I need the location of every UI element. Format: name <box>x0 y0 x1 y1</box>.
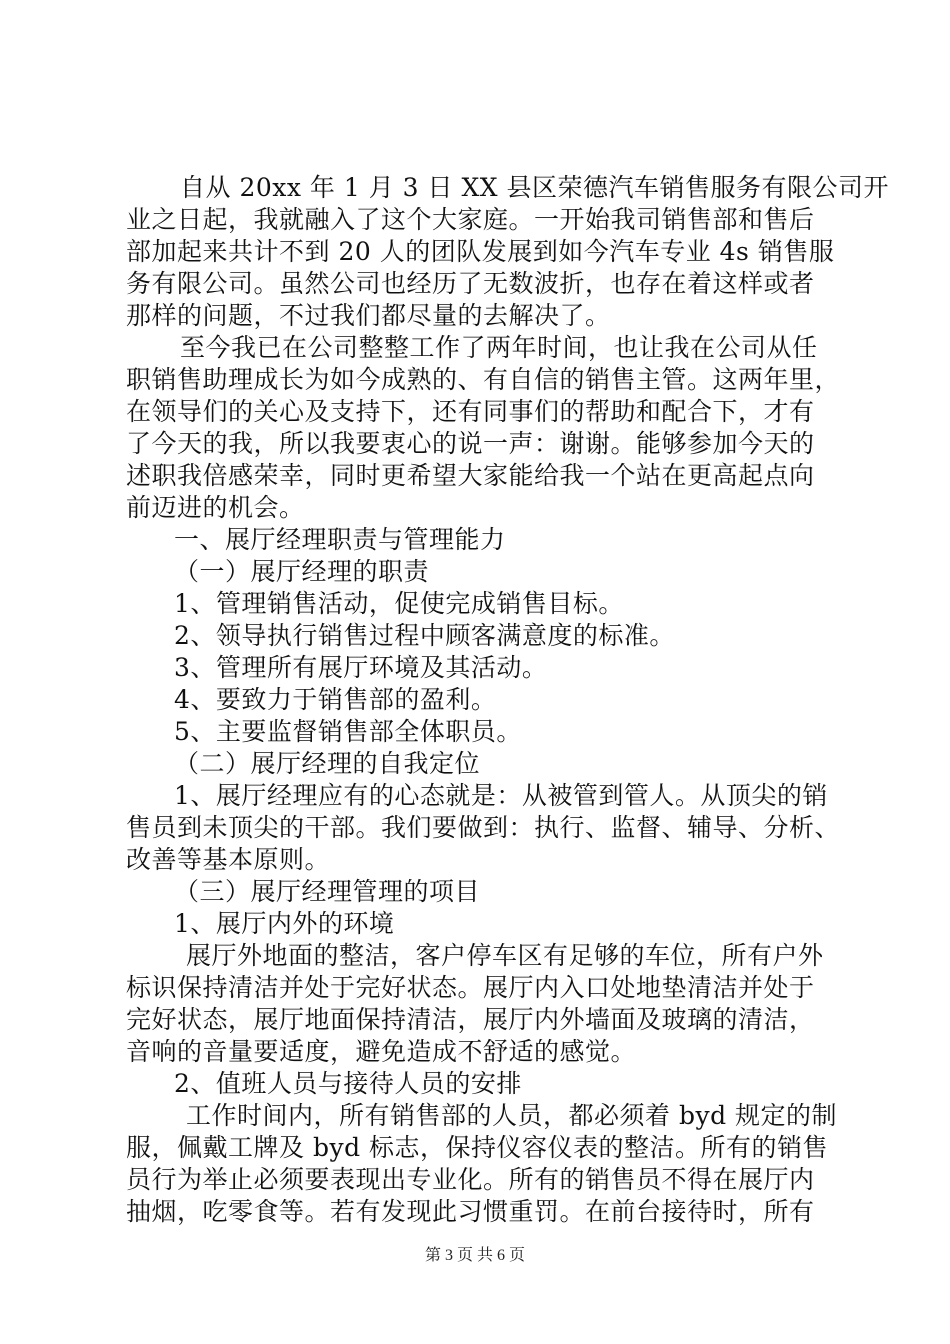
text-line: 在领导们的关心及支持下，还有同事们的帮助和配合下，才有 <box>126 397 815 426</box>
text-line: 改善等基本原则。 <box>126 845 331 874</box>
text-line: 至今我已在公司整整工作了两年时间，也让我在公司从任 <box>180 333 818 362</box>
page-footer: 第 3 页 共 6 页 <box>424 1247 525 1264</box>
text-line: 展厅外地面的整洁，客户停车区有足够的车位，所有户外 <box>186 941 824 970</box>
text-line: 业之日起，我就融入了这个大家庭。一开始我司销售部和售后 <box>126 205 815 234</box>
text-line: 了今天的我，所以我要衷心的说一声：谢谢。能够参加今天的 <box>126 429 815 458</box>
text-line: 务有限公司。虽然公司也经历了无数波折，也存在着这样或者 <box>126 269 815 298</box>
text-line: 职销售助理成长为如今成熟的、有自信的销售主管。这两年里， <box>126 365 841 394</box>
text-line: 抽烟，吃零食等。若有发现此习惯重罚。在前台接待时，所有 <box>126 1197 815 1226</box>
text-line: 自从 20xx 年 1 月 3 日 XX 县区荣德汽车销售服务有限公司开 <box>180 173 889 202</box>
text-line: 一、展厅经理职责与管理能力 <box>174 525 506 554</box>
text-line: 标识保持清洁并处于完好状态。展厅内入口处地垫清洁并处于 <box>126 973 815 1002</box>
text-line: 1、展厅经理应有的心态就是：从被管到管人。从顶尖的销 <box>174 781 828 810</box>
text-line: 部加起来共计不到 20 人的团队发展到如今汽车专业 4s 销售服 <box>126 237 835 266</box>
text-line: 员行为举止必须要表现出专业化。所有的销售员不得在展厅内 <box>126 1165 815 1194</box>
text-line: 完好状态，展厅地面保持清洁，展厅内外墙面及玻璃的清洁， <box>126 1005 815 1034</box>
text-line: 2、领导执行销售过程中顾客满意度的标准。 <box>174 621 675 650</box>
text-line: 前迈进的机会。 <box>126 493 305 522</box>
text-line: 3、管理所有展厅环境及其活动。 <box>174 653 548 682</box>
text-line: 5、主要监督销售部全体职员。 <box>174 717 522 746</box>
text-line: 4、要致力于销售部的盈利。 <box>174 685 497 714</box>
text-line: 服，佩戴工牌及 byd 标志，保持仪容仪表的整洁。所有的销售 <box>126 1133 829 1162</box>
text-line: 售员到未顶尖的干部。我们要做到：执行、监督、辅导、分析、 <box>126 813 841 842</box>
document-body <box>126 172 889 1228</box>
text-line: （三）展厅经理管理的项目 <box>174 877 481 906</box>
text-line: （二）展厅经理的自我定位 <box>174 749 481 778</box>
text-line: 工作时间内，所有销售部的人员，都必须着 byd 规定的制 <box>186 1101 838 1130</box>
text-line: 述职我倍感荣幸，同时更希望大家能给我一个站在更高起点向 <box>126 461 815 490</box>
text-line: 2、值班人员与接待人员的安排 <box>174 1069 522 1098</box>
text-line: 1、管理销售活动，促使完成销售目标。 <box>174 589 624 618</box>
text-line: 那样的问题，不过我们都尽量的去解决了。 <box>126 301 611 330</box>
text-line: 1、展厅内外的环境 <box>174 909 395 938</box>
text-line: 音响的音量要适度，避免造成不舒适的感觉。 <box>126 1037 637 1066</box>
text-line: （一）展厅经理的职责 <box>174 557 430 586</box>
